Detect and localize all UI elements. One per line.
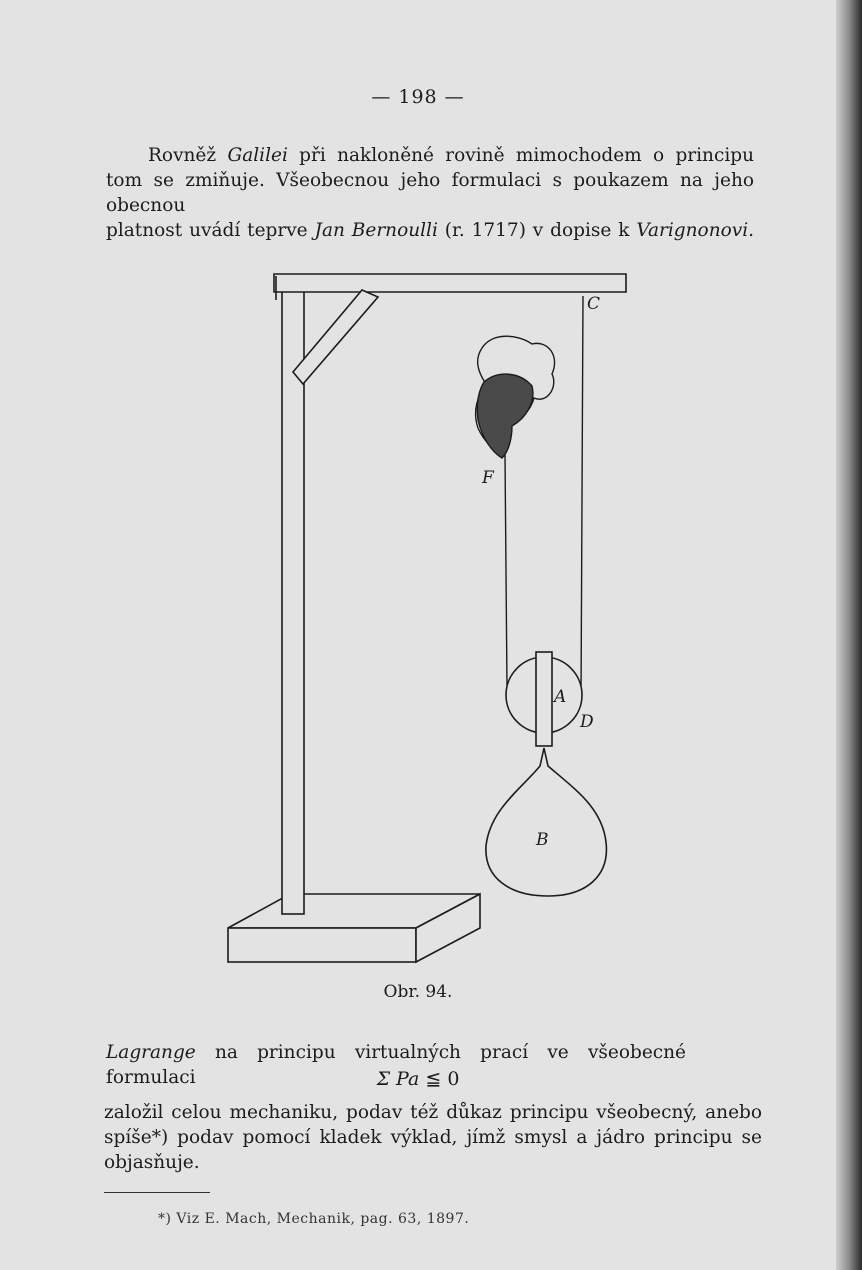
label-a: A bbox=[554, 687, 567, 707]
formula-operator: ≦ bbox=[425, 1068, 442, 1090]
name-bernoulli: Jan Bernoulli bbox=[314, 220, 438, 241]
page-number: — 198 — bbox=[371, 86, 465, 108]
formula-sigma: Σ bbox=[376, 1068, 390, 1090]
text-run: platnost uvádí teprve bbox=[106, 220, 315, 241]
page-edge bbox=[836, 0, 862, 1270]
paragraph-line: založil celou mechaniku, podav též důkaz principu všeobecný, anebo bbox=[104, 1102, 762, 1123]
formula-expr: Pa bbox=[396, 1068, 420, 1090]
paragraph-line: tom se zmiňuje. Všeobecnou jeho formulaci s poukazem na jeho obecnou bbox=[106, 170, 754, 216]
text-run: na principu virtualných prací ve všeobecné formulaci bbox=[106, 1042, 686, 1088]
paragraph-line: objasňuje. bbox=[104, 1152, 200, 1173]
string-left bbox=[505, 455, 507, 688]
figure-caption: Obr. 94. bbox=[383, 982, 453, 1002]
name-varignon: Varignonovi. bbox=[636, 220, 754, 241]
base-front bbox=[228, 928, 416, 962]
gallows-brace bbox=[293, 290, 378, 384]
text-run: při nakloněné rovině mimochodem o principu bbox=[287, 145, 754, 166]
formula bbox=[0, 1068, 836, 1090]
footnote-rule bbox=[104, 1192, 210, 1193]
name-lagrange: Lagrange bbox=[106, 1042, 196, 1063]
label-c: C bbox=[587, 294, 601, 314]
text-run: (r. 1717) v dopise k bbox=[437, 220, 637, 241]
gallows-beam bbox=[274, 274, 626, 292]
paragraph-line: spíše*) podav pomocí kladek výklad, jímž smysl a jádro principu se bbox=[104, 1127, 762, 1148]
text-run: Rovněž bbox=[148, 145, 228, 166]
footnote: *) Viz E. Mach, Mechanik, pag. 63, 1897. bbox=[158, 1211, 470, 1227]
label-d: D bbox=[580, 712, 594, 732]
name-galilei: Galilei bbox=[227, 145, 288, 166]
string-right bbox=[581, 296, 583, 700]
weight-bag bbox=[486, 748, 607, 896]
label-f: F bbox=[482, 468, 494, 488]
hand-icon bbox=[477, 374, 533, 458]
pulley-axle-block bbox=[536, 652, 552, 746]
formula-rhs: 0 bbox=[447, 1068, 460, 1090]
label-b: B bbox=[536, 830, 549, 850]
paragraph-mechanics bbox=[104, 1100, 762, 1175]
